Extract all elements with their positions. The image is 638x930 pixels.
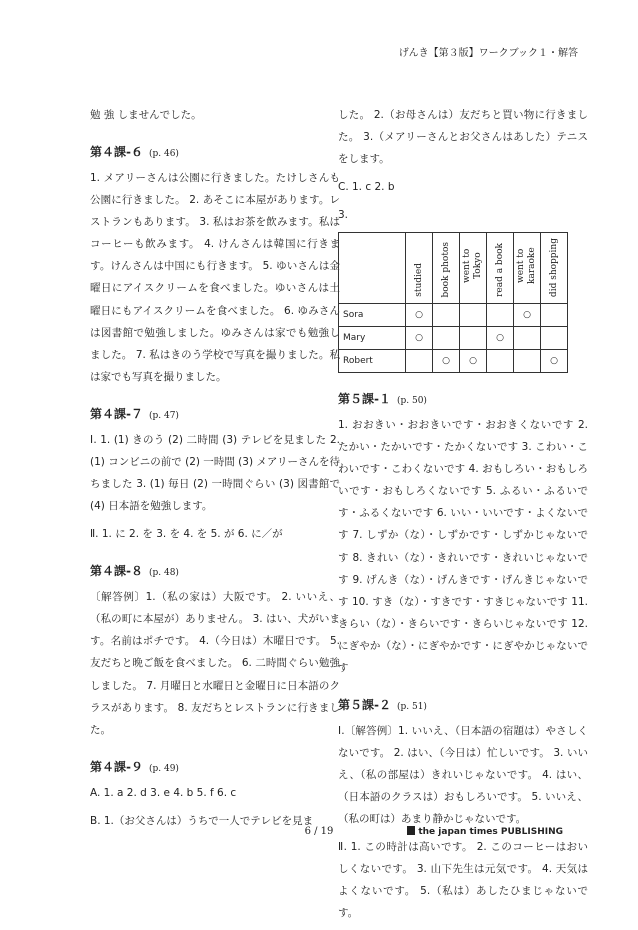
table-cell [541, 304, 568, 327]
table-cell: ○ [460, 350, 487, 373]
column-header-label: read a book [494, 243, 505, 298]
right-top-text [338, 104, 588, 226]
column-header [460, 233, 487, 304]
page-number: 6 / 19 [304, 826, 334, 837]
publisher-name: the japan times PUBLISHING [418, 827, 563, 837]
section-title: 第５課-１ [338, 392, 391, 407]
answer-paragraph: Ⅰ.〔解答例〕1. いいえ、（日本語の宿題は）やさしくないです。 2. はい、（今日は）忙しいです。 3. いいえ、（私の部屋は）きれいじゃないです。 4. はい、（日本語のクラスは）おもしろいです。 5. いいえ、（私の町は）あまり静かじゃないです。 [338, 724, 588, 826]
page-header: げんき【第３版】ワークブック１・解答 [398, 48, 578, 59]
answer-paragraph: 〔解答例〕1.（私の家は）大阪です。 2. いいえ、（私の町に本屋が）ありません。 3. はい、犬がいます。名前はポチです。 4.（今日は）木曜日です。 5. 友だちと晩ご飯を食べました。 6. 二時間ぐらい勉強しました。 7. 月曜日と水曜日と金曜日に日本語のクラスがあります。 8. 友だちとレストランに行きました。 [90, 591, 340, 736]
column-header [487, 233, 514, 304]
table-row [339, 350, 568, 373]
row-name: Sora [339, 304, 406, 327]
answer-paragraph: Ⅰ. 1. (1) きのう (2) 二時間 (3) テレビを見ました 2. (1) コンビニの前で (2) 一時間 (3) メアリーさんを待ちました 3. (1) 毎日 (2) 一時間ぐらい (3) 図書館で (4) 日本語を勉強します。 [90, 433, 340, 513]
table-cell [433, 304, 460, 327]
answer-paragraph: C. 1. c 2. b [338, 181, 395, 194]
answer-paragraph: 勉 強 しませんでした。 [90, 109, 202, 121]
section-title: 第４課-８ [90, 564, 143, 579]
activity-table [338, 232, 568, 373]
section-title: 第４課-９ [90, 759, 143, 774]
answer-paragraph: B. 1.（お父さんは）うちで一人でテレビを見ま [90, 814, 314, 827]
table-cell: ○ [487, 327, 514, 350]
table-cell: ○ [406, 304, 433, 327]
section-title: 第４課-６ [90, 145, 143, 160]
table-cell: ○ [433, 350, 460, 373]
right-bottom-text [338, 387, 588, 924]
section-page-ref: (p. 48) [148, 568, 179, 579]
publisher-mark-icon [407, 826, 415, 835]
section-heading [338, 693, 588, 718]
table-cell [514, 350, 541, 373]
table-cell [460, 327, 487, 350]
table-row [339, 327, 568, 350]
table-cell [406, 350, 433, 373]
table-body [339, 304, 568, 373]
right-column [338, 104, 588, 930]
column-header-label: went to Tokyo [462, 249, 483, 284]
table-cell [541, 327, 568, 350]
section-page-ref: (p. 51) [396, 701, 427, 712]
row-name: Robert [339, 350, 406, 373]
table-cell: ○ [514, 304, 541, 327]
column-header-label: studied [413, 263, 424, 298]
table-cell [487, 350, 514, 373]
table-cell: ○ [406, 327, 433, 350]
answer-paragraph: 3. [338, 209, 349, 222]
column-header-label: did shopping [548, 238, 559, 298]
column-header [433, 233, 460, 304]
column-header-label: book photos [440, 241, 451, 298]
section-heading [90, 402, 340, 427]
table-corner-cell [339, 233, 406, 304]
left-column [90, 104, 340, 838]
column-header-label: went to karaoke [516, 247, 537, 285]
section-page-ref: (p. 49) [148, 763, 179, 774]
column-header [514, 233, 541, 304]
section-page-ref: (p. 50) [396, 396, 427, 407]
table-cell [514, 327, 541, 350]
row-name: Mary [339, 327, 406, 350]
table-header-row [339, 233, 568, 304]
section-heading [90, 755, 340, 780]
section-title: 第４課-７ [90, 406, 143, 421]
section-heading [338, 387, 588, 412]
section-page-ref: (p. 46) [148, 149, 179, 160]
answer-paragraph: Ⅱ. 1. に 2. を 3. を 4. を 5. が 6. に／が [90, 528, 283, 541]
table-cell [433, 327, 460, 350]
answer-paragraph: 1. メアリーさんは公園に行きました。たけしさんも公園に行きました。 2. あそこに本屋があります。レストランもあります。 3. 私はお茶を飲みます。私はコーヒーも飲みます。 4. けんさんは韓国に行きます。けんさんは中国にも行きます。 5. ゆいさんは金曜日にアイスクリームを食べました。ゆいさんは土曜日にもアイスクリームを食べました。 6. ゆみさんは図書館で勉強しました。ゆみさんは家でも勉強しました。 7. 私はきのう学校で写真を撮りました。私は家でも写真を撮りました。 [90, 172, 340, 383]
section-page-ref: (p. 47) [148, 410, 179, 421]
answer-paragraph: Ⅱ. 1. この時計は高いです。 2. このコーヒーはおいしくないです。 3. 山下先生は元気です。 4. 天気はよくないです。 5.（私は）あしたひまじゃないです。 [338, 841, 588, 920]
answer-paragraph: した。 2.（お母さんは）友だちと買い物に行きました。 3.（メアリーさんとお父さんはあした）テニスをします。 [338, 109, 588, 166]
section-heading [90, 559, 340, 584]
table-row [339, 304, 568, 327]
table-cell [487, 304, 514, 327]
answer-paragraph: A. 1. a 2. d 3. e 4. b 5. f 6. c [90, 786, 237, 799]
section-title: 第５課-２ [338, 697, 391, 712]
section-heading [90, 140, 340, 165]
column-header [406, 233, 433, 304]
table-cell [460, 304, 487, 327]
answer-paragraph: 1. おおきい・おおきいです・おおきくないです 2. たかい・たかいです・たかくないです 3. こわい・こわいです・こわくないです 4. おもしろい・おもしろいです・おもしろくないです 5. ふるい・ふるいです・ふるくないです 6. いい・いいです・よくないです 7. しずか（な）・しずかです・しずかじゃないです 8. きれい（な）・きれいです・きれいじゃないです 9. げんき（な）・げんきです・げんきじゃないです 10. すき（な）・すきです・すきじゃないです 11. きらい（な）・きらいです・きらいじゃないです 12. にぎやか（な）・にぎやかです・にぎやかじゃないです [338, 419, 588, 674]
publisher-logo [407, 826, 563, 837]
column-header [541, 233, 568, 304]
table-cell: ○ [541, 350, 568, 373]
